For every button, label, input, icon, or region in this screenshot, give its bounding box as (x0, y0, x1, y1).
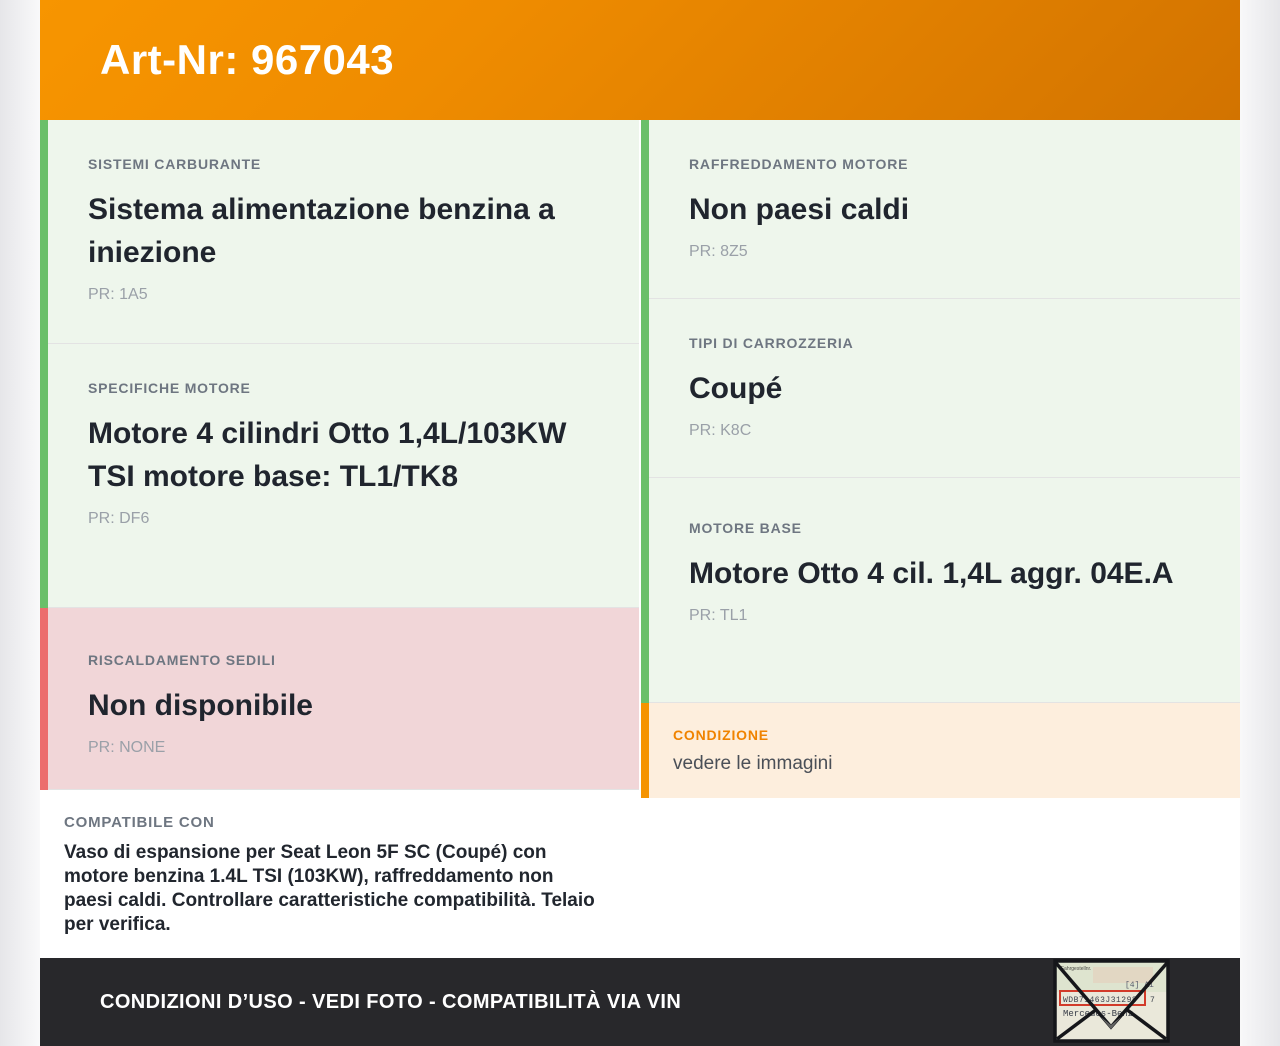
card-label: SPECIFICHE MOTORE (88, 380, 251, 396)
vin-document-envelope-image (1053, 959, 1170, 1043)
brand-text: Mercedes-Benz (1063, 1009, 1134, 1019)
right-column (641, 120, 1240, 958)
attribute-columns (40, 120, 1240, 958)
left-column (40, 120, 639, 958)
footer-notice: CONDIZIONI D’USO - VEDI FOTO - COMPATIBILITÀ VIA VIN (100, 990, 682, 1013)
card-label: TIPI DI CARROZZERIA (689, 335, 854, 351)
card-compatibility (40, 790, 639, 956)
pr-code: PR: K8C (689, 422, 752, 439)
doc-label-text: Fahrgestellnr. (1061, 966, 1092, 972)
card-title: Coupé (689, 372, 783, 405)
card-body-type (641, 299, 1240, 478)
pr-code: PR: 8Z5 (689, 243, 748, 260)
page-header (40, 0, 1240, 120)
card-seat-heating (40, 608, 639, 790)
right-column-filler (641, 798, 1240, 958)
card-engine-cooling (641, 120, 1240, 299)
card-engine-specs (40, 344, 639, 608)
article-number-title: Art-Nr: 967043 (100, 36, 395, 83)
condition-value: vedere le immagini (673, 753, 833, 774)
listing-page (40, 0, 1240, 1046)
card-title: Non disponibile (88, 689, 313, 722)
card-label: RISCALDAMENTO SEDILI (88, 652, 276, 668)
card-label: SISTEMI CARBURANTE (88, 156, 262, 172)
pr-code: PR: NONE (88, 739, 166, 756)
compatibility-description: Vaso di espansione per Seat Leon 5F SC (Coupé) con motore benzina 1.4L TSI (103KW), raffreddamento non paesi caldi. Controllare caratteristiche compatibilità. Telaio per verifica. (64, 842, 595, 935)
card-title: Non paesi caldi (689, 193, 910, 226)
doc-code-text: [4] Ai (1125, 981, 1154, 990)
card-condition (641, 703, 1240, 798)
card-fuel-system (40, 120, 639, 344)
vin-suffix-text: 7 (1150, 996, 1155, 1005)
card-label: RAFFREDDAMENTO MOTORE (689, 156, 909, 172)
card-label: COMPATIBILE CON (64, 814, 215, 831)
pr-code: PR: DF6 (88, 510, 150, 527)
card-title: Motore Otto 4 cil. 1,4L aggr. 04E.A (689, 557, 1174, 590)
card-label: CONDIZIONE (673, 727, 769, 743)
card-title: Motore 4 cilindri Otto 1,4L/103KW TSI motore base: TL1/TK8 (88, 417, 567, 493)
card-label: MOTORE BASE (689, 520, 802, 536)
vin-text: WDB71463J31298 (1063, 996, 1138, 1005)
pr-code: PR: TL1 (689, 607, 748, 624)
pr-code: PR: 1A5 (88, 286, 148, 303)
card-base-engine (641, 478, 1240, 703)
card-title: Sistema alimentazione benzina a iniezione (88, 193, 555, 269)
